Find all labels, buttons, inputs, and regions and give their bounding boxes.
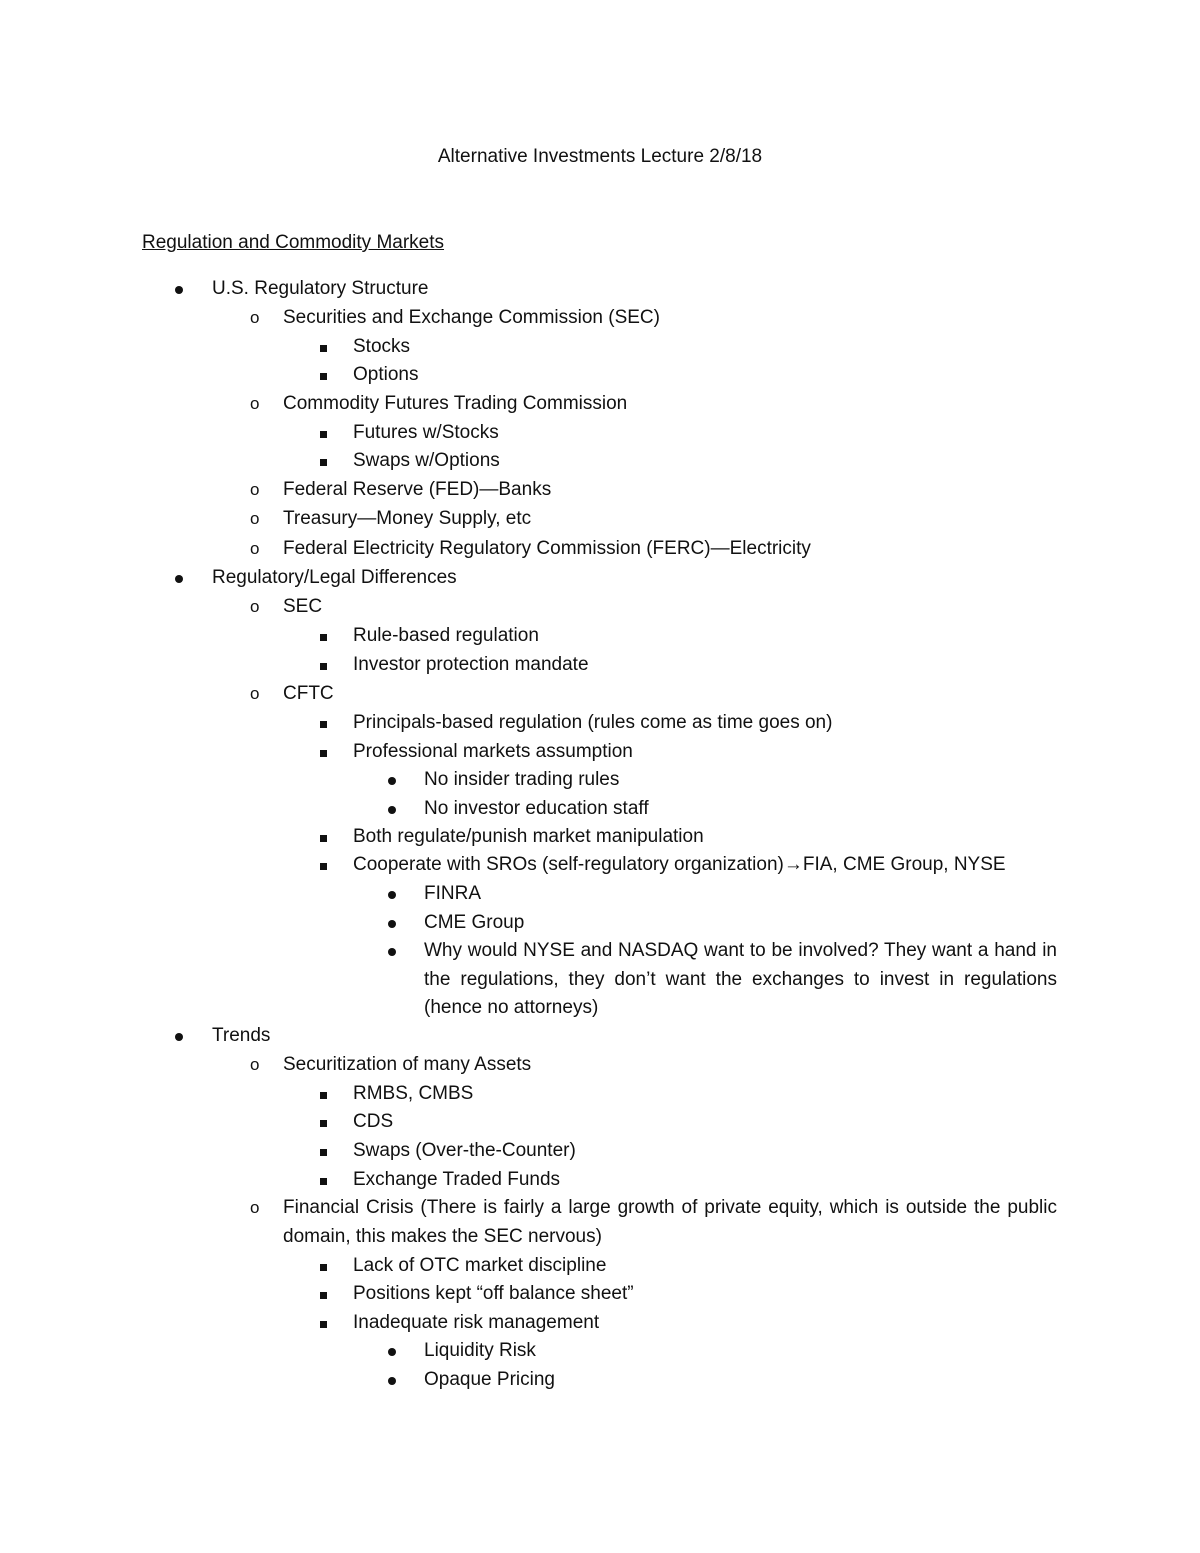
list-item: Investor protection mandate — [353, 654, 589, 675]
list-item: No insider trading rules — [424, 769, 620, 790]
bullet-dot-icon — [175, 275, 183, 304]
list-item: SEC — [283, 596, 323, 617]
list-item: RMBS, CMBS — [353, 1083, 474, 1104]
list-item: FINRA — [424, 883, 481, 904]
bullet-square-icon — [320, 709, 327, 738]
bullet-circle-icon: o — [250, 1198, 260, 1217]
bullet-circle-icon: o — [250, 684, 260, 703]
list-item: Both regulate/punish market manipulation — [353, 826, 704, 847]
list-item: Why would NYSE and NASDAQ want to be involved? They want a hand in the regulations, they don’t want the exchanges to invest in regulations (hence no attorneys) — [424, 940, 1057, 1019]
bullet-square-icon — [320, 1309, 327, 1338]
list-item: Regulatory/Legal Differences — [212, 567, 457, 588]
bullet-square-icon — [320, 738, 327, 767]
bullet-dot-icon — [388, 1337, 396, 1366]
section-heading: Regulation and Commodity Markets — [142, 232, 445, 253]
bullet-circle-icon: o — [250, 539, 260, 558]
bullet-square-icon — [320, 1080, 327, 1109]
list-item: Federal Reserve (FED)—Banks — [283, 479, 552, 500]
list-item: Financial Crisis (There is fairly a large growth of private equity, which is outside the public domain, this makes the SEC nervous) — [283, 1197, 1057, 1247]
bullet-square-icon — [320, 447, 327, 476]
list-item: Opaque Pricing — [424, 1369, 555, 1390]
bullet-dot-icon — [388, 795, 396, 824]
list-item: Cooperate with SROs (self-regulatory organization)→FIA, CME Group, NYSE — [353, 854, 1006, 875]
bullet-dot-icon — [388, 1366, 396, 1395]
bullet-square-icon — [320, 622, 327, 651]
bullet-circle-icon: o — [250, 308, 260, 327]
bullet-square-icon — [320, 333, 327, 362]
list-item: CME Group — [424, 912, 525, 933]
list-item: No investor education staff — [424, 798, 649, 819]
list-item: Securitization of many Assets — [283, 1054, 532, 1075]
bullet-dot-icon — [175, 1022, 183, 1051]
list-item: CFTC — [283, 683, 334, 704]
list-item: CDS — [353, 1111, 394, 1132]
bullet-square-icon — [320, 1166, 327, 1195]
list-item: Liquidity Risk — [424, 1340, 536, 1361]
list-item: Federal Electricity Regulatory Commission (FERC)—Electricity — [283, 538, 811, 559]
list-item: Professional markets assumption — [353, 741, 633, 762]
list-item: Positions kept “off balance sheet” — [353, 1283, 634, 1304]
bullet-square-icon — [320, 1137, 327, 1166]
bullet-square-icon — [320, 1108, 327, 1137]
bullet-square-icon — [320, 651, 327, 680]
list-item: Rule-based regulation — [353, 625, 539, 646]
list-item: Stocks — [353, 336, 411, 357]
bullet-square-icon — [320, 1252, 327, 1281]
list-item: Treasury—Money Supply, etc — [283, 508, 532, 529]
bullet-square-icon — [320, 1280, 327, 1309]
list-item: Lack of OTC market discipline — [353, 1255, 607, 1276]
bullet-dot-icon — [388, 909, 396, 938]
list-item: Trends — [212, 1025, 271, 1046]
bullet-dot-icon — [388, 880, 396, 909]
bullet-square-icon — [320, 361, 327, 390]
bullet-square-icon — [320, 419, 327, 448]
bullet-square-icon — [320, 851, 327, 880]
bullet-circle-icon: o — [250, 509, 260, 528]
bullet-circle-icon: o — [250, 1055, 260, 1074]
bullet-dot-icon — [388, 937, 396, 966]
list-item: Options — [353, 364, 419, 385]
bullet-circle-icon: o — [250, 394, 260, 413]
list-item: Swaps w/Options — [353, 450, 500, 471]
list-item: Principals-based regulation (rules come as time goes on) — [353, 712, 833, 733]
list-item: Securities and Exchange Commission (SEC) — [283, 307, 660, 328]
list-item: Inadequate risk management — [353, 1312, 600, 1333]
list-item: Swaps (Over-the-Counter) — [353, 1140, 576, 1161]
bullet-circle-icon: o — [250, 480, 260, 499]
bullet-dot-icon — [388, 766, 396, 795]
bullet-dot-icon — [175, 564, 183, 593]
bullet-circle-icon: o — [250, 597, 260, 616]
bullet-square-icon — [320, 823, 327, 852]
list-item: Futures w/Stocks — [353, 422, 499, 443]
list-item: Exchange Traded Funds — [353, 1169, 561, 1190]
list-item: U.S. Regulatory Structure — [212, 278, 429, 299]
document-title: Alternative Investments Lecture 2/8/18 — [437, 146, 763, 167]
list-item: Commodity Futures Trading Commission — [283, 393, 628, 414]
